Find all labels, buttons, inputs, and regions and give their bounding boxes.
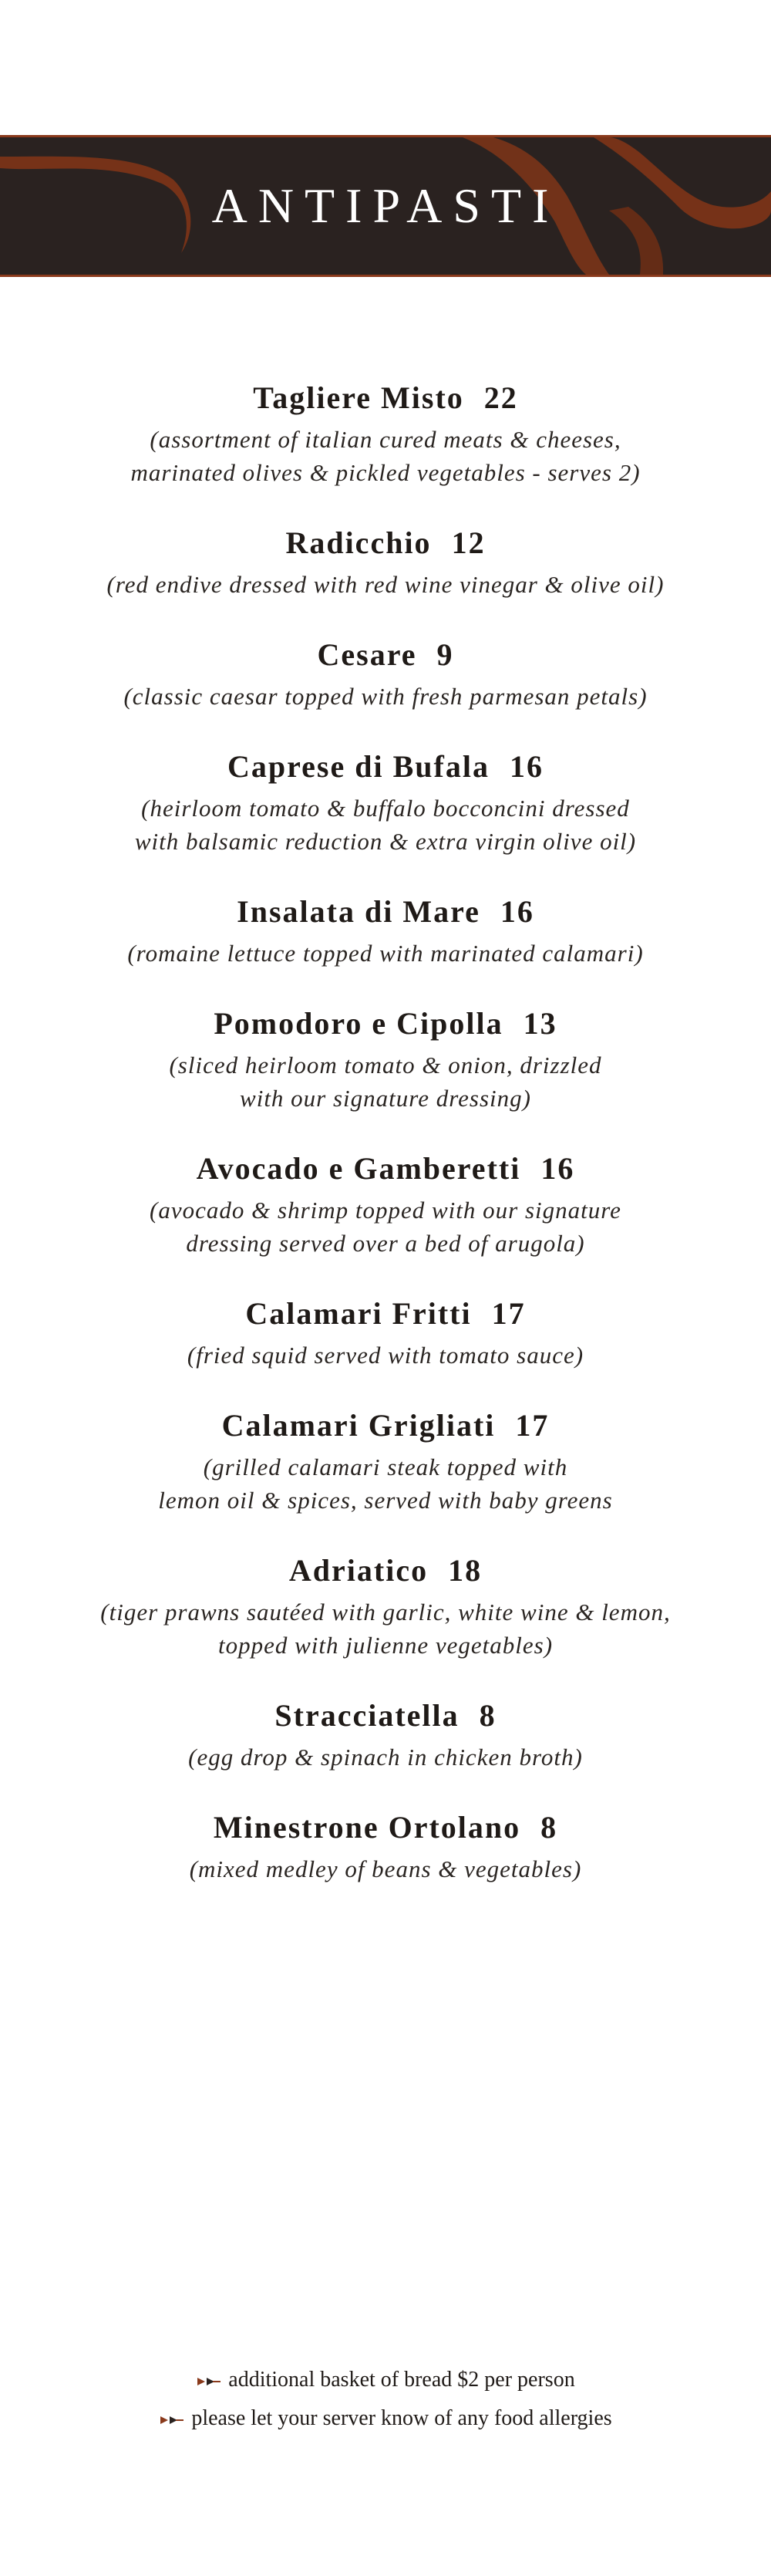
menu-item-description <box>0 680 771 713</box>
menu-item-price: 13 <box>523 1006 557 1041</box>
description-line: (romaine lettuce topped with marinated calamari) <box>127 940 644 967</box>
menu-item-name: Calamari Grigliati <box>221 1408 496 1443</box>
menu-item <box>0 523 771 601</box>
menu-item-price: 16 <box>500 894 534 929</box>
menu-item-description <box>0 423 771 489</box>
menu-item <box>0 892 771 970</box>
menu-item <box>0 1294 771 1372</box>
footer-note <box>0 2399 771 2438</box>
menu-item-title <box>0 378 771 418</box>
menu-item-name: Pomodoro e Cipolla <box>214 1006 503 1041</box>
menu-item-title <box>0 1004 771 1044</box>
menu-item <box>0 635 771 713</box>
description-line: (mixed medley of beans & vegetables) <box>189 1855 582 1882</box>
menu-item-price: 16 <box>509 749 544 784</box>
description-line: topped with julienne vegetables) <box>217 1632 554 1659</box>
menu-item <box>0 1696 771 1774</box>
footer-note-text: additional basket of bread $2 per person <box>228 2368 575 2392</box>
description-line: (sliced heirloom tomato & onion, drizzled <box>169 1052 602 1079</box>
menu-item-price: 17 <box>515 1408 550 1443</box>
menu-item-description <box>0 1450 771 1517</box>
menu-item <box>0 1551 771 1662</box>
menu-item-name: Caprese di Bufala <box>227 749 490 784</box>
menu-item-price: 9 <box>436 637 454 672</box>
menu-item-title <box>0 1294 771 1334</box>
menu-item-name: Adriatico <box>288 1553 429 1588</box>
menu-item-price: 8 <box>479 1698 497 1733</box>
page-title: ANTIPASTI <box>211 178 560 233</box>
footer-note <box>0 2361 771 2399</box>
menu-item-name: Avocado e Gamberetti <box>196 1151 521 1186</box>
description-line: marinated olives & pickled vegetables - serves 2) <box>130 459 641 486</box>
description-line: (avocado & shrimp topped with our signature <box>150 1197 621 1224</box>
section-banner <box>0 135 771 277</box>
description-line: (grilled calamari steak topped with <box>203 1453 568 1480</box>
menu-item-price: 16 <box>540 1151 575 1186</box>
footer-notes <box>0 2361 771 2438</box>
menu-item-name: Stracciatella <box>274 1698 460 1733</box>
menu-item-name: Minestrone Ortolano <box>213 1810 521 1845</box>
menu-item-title <box>0 747 771 787</box>
menu-item <box>0 1406 771 1517</box>
menu-item-description <box>0 568 771 601</box>
menu-item-title <box>0 523 771 563</box>
description-line: dressing served over a bed of arugola) <box>186 1230 585 1257</box>
menu-item <box>0 1808 771 1886</box>
description-line: (fried squid served with tomato sauce) <box>187 1342 584 1369</box>
menu-item-price: 12 <box>451 525 486 560</box>
menu-item-description <box>0 1595 771 1662</box>
menu-item-title <box>0 1696 771 1736</box>
menu-item-price: 22 <box>483 380 518 415</box>
description-line: (egg drop & spinach in chicken broth) <box>188 1744 583 1771</box>
description-line: with balsamic reduction & extra virgin olive oil) <box>134 828 637 855</box>
menu-item-description <box>0 1852 771 1886</box>
menu-item <box>0 378 771 489</box>
menu-item-title <box>0 1551 771 1591</box>
footer-note-text: please let your server know of any food allergies <box>191 2406 612 2430</box>
menu-item-description <box>0 792 771 858</box>
description-line: (heirloom tomato & buffalo bocconcini dressed <box>141 795 630 822</box>
menu-item <box>0 747 771 858</box>
menu-item-description <box>0 1048 771 1115</box>
description-line: (tiger prawns sautéed with garlic, white wine & lemon, <box>100 1599 671 1626</box>
menu-item-title <box>0 1149 771 1189</box>
menu-item-description <box>0 1193 771 1260</box>
menu-item-price: 18 <box>448 1553 483 1588</box>
menu-item-description <box>0 937 771 970</box>
menu-item-name: Tagliere Misto <box>253 380 464 415</box>
menu-item-title <box>0 892 771 932</box>
menu-item-name: Cesare <box>317 637 417 672</box>
description-line: lemon oil & spices, served with baby greens <box>158 1487 613 1514</box>
menu-item <box>0 1004 771 1115</box>
menu-item-price: 17 <box>491 1296 526 1331</box>
menu-item-description <box>0 1740 771 1774</box>
arrow-bullet-icon <box>196 2376 222 2387</box>
menu-item-title <box>0 635 771 675</box>
arrow-bullet-icon <box>159 2415 185 2426</box>
menu-item-name: Calamari Fritti <box>245 1296 472 1331</box>
menu-item <box>0 1149 771 1260</box>
menu-item-price: 8 <box>540 1810 558 1845</box>
description-line: with our signature dressing) <box>240 1085 531 1112</box>
menu-item-title <box>0 1808 771 1848</box>
description-line: (red endive dressed with red wine vinegar & olive oil) <box>106 571 665 598</box>
menu-item-name: Radicchio <box>285 525 432 560</box>
description-line: (assortment of italian cured meats & cheeses, <box>150 426 621 453</box>
menu-item-description <box>0 1339 771 1372</box>
menu-item-name: Insalata di Mare <box>237 894 480 929</box>
menu-list <box>0 378 771 1886</box>
menu-item-title <box>0 1406 771 1446</box>
description-line: (classic caesar topped with fresh parmesan petals) <box>123 683 648 710</box>
